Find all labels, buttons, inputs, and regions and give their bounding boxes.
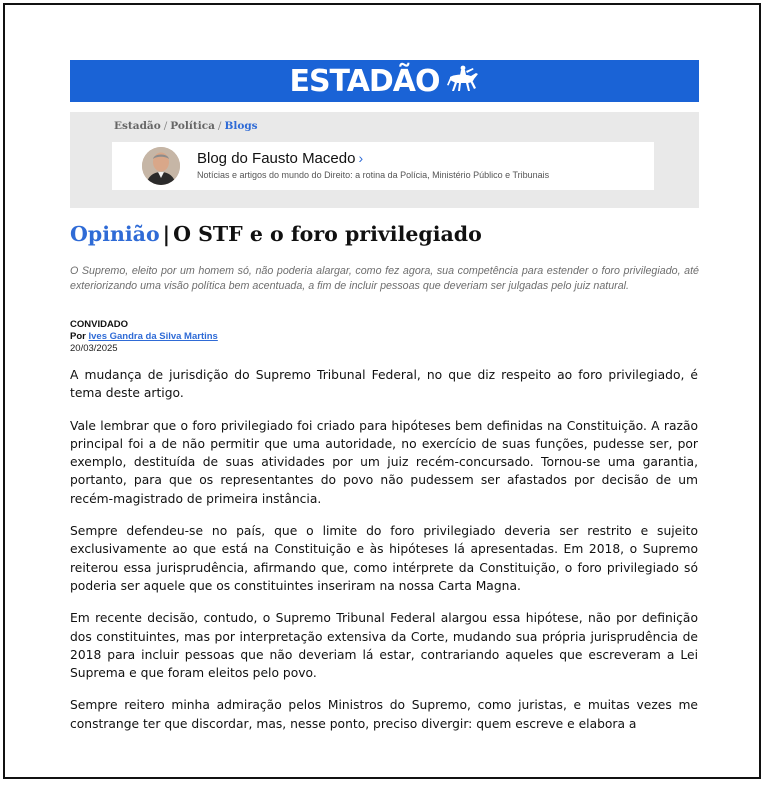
headline-divider: |	[162, 222, 171, 246]
breadcrumb-blogs[interactable]: Blogs	[224, 120, 258, 132]
breadcrumb-separator: /	[163, 120, 168, 132]
estadao-logo[interactable]: ESTADÃO	[289, 63, 440, 99]
masthead[interactable]	[70, 60, 699, 102]
blog-card[interactable]	[112, 142, 654, 190]
section-tag[interactable]: Opinião	[70, 222, 160, 246]
article-body	[70, 366, 698, 747]
byline	[70, 319, 218, 355]
horse-rider-icon	[446, 65, 480, 98]
paragraph: A mudança de jurisdição do Supremo Tribunal Federal, no que diz respeito ao foro privilegiado, é tema deste artigo.	[70, 368, 698, 401]
breadcrumb-estadao[interactable]: Estadão	[114, 120, 161, 132]
article-headline	[70, 222, 482, 246]
article-title: O STF e o foro privilegiado	[173, 222, 482, 246]
author-link[interactable]: Ives Gandra da Silva Martins	[88, 331, 218, 342]
breadcrumb	[114, 120, 258, 132]
guest-label: CONVIDADO	[70, 319, 129, 330]
by-prefix: Por	[70, 331, 86, 342]
blog-title-text[interactable]: Blog do Fausto Macedo	[197, 150, 356, 167]
blog-subtitle: Notícias e artigos do mundo do Direito: a rotina da Polícia, Ministério Público e Tribunais	[197, 170, 550, 180]
paragraph: Vale lembrar que o foro privilegiado foi criado para hipóteses bem definidas na Constituição. A razão principal foi a de não permitir que uma autoridade, no exercício de suas funções, pudesse ser, por exemplo, destituída de suas atividades por um juiz recém-concursado. Tornou-se uma garantia, portanto, para que os representantes do povo não pudessem ser afastados por decisão de um recém-magistrado de primeira instância.	[70, 418, 698, 506]
paragraph: Em recente decisão, contudo, o Supremo Tribunal Federal alargou essa hipótese, não por definição dos constituintes, mas por interpretação extensiva da Corte, mudando sua própria jurisprudência de 2018 para incluir pessoas que não deveriam lá estar, contrariando aqueles que escreveram a Lei Suprema e que foram eleitos pelo povo.	[70, 611, 698, 681]
paragraph: Sempre defendeu-se no país, que o limite do foro privilegiado deveria ser restrito e sujeito exclusivamente ao que está na Constituição e às hipóteses lá apresentadas. Em 2018, o Supremo reiterou essa jurisprudência, afirmando que, como intérprete da Constituição, o foro privilegiado só poderia ser aquele que os constituintes inseriram na nossa Carta Magna.	[70, 524, 698, 593]
chevron-right-icon: ›	[358, 150, 364, 166]
breadcrumb-politica[interactable]: Política	[170, 120, 215, 132]
paragraph: Sempre reitero minha admiração pelos Ministros do Supremo, como juristas, e muitas vezes me constrange ter que discordar, mas, nesse ponto, preciso divergir: quem escreve e elabora a	[70, 698, 698, 731]
avatar	[142, 147, 180, 185]
article-lead: O Supremo, eleito por um homem só, não poderia alargar, como fez agora, sua competência para estender o foro privilegiado, até exteriorizando uma visão política bem acentuada, a fim de incluir pessoas que deveriam ser julgadas pelo juiz natural.	[70, 265, 699, 292]
blog-header	[70, 112, 699, 208]
breadcrumb-separator: /	[217, 120, 222, 132]
publish-date: 20/03/2025	[70, 343, 118, 354]
blog-title[interactable]	[197, 150, 363, 167]
